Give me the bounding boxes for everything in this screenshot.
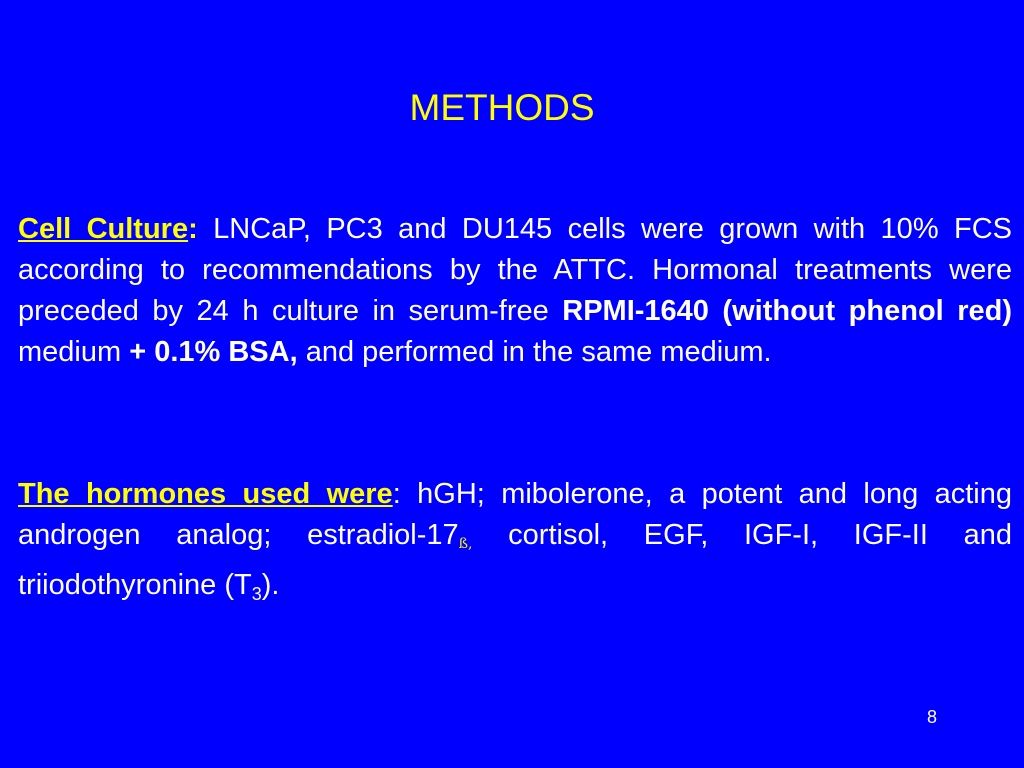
- cell-culture-bsa: + 0.1% BSA,: [129, 336, 298, 368]
- cell-culture-colon: :: [188, 213, 198, 245]
- t3-subscript: 3: [251, 584, 262, 604]
- hormones-paragraph: [18, 474, 1012, 615]
- cell-culture-text-1: LNCaP, PC3 and DU145 cells were grown with 10% FCS according to recommendations by the ATTC. Hormonal treatments were preceded by 24 h culture in serum-free: [18, 213, 1012, 327]
- hormones-text-2: cortisol, EGF, IGF-I, IGF-II and triiodothyronine (T: [18, 519, 1012, 601]
- cell-culture-label: Cell Culture: [18, 213, 189, 245]
- estradiol-subscript: ß,: [458, 536, 473, 552]
- cell-culture-text-3: and performed in the same medium.: [297, 336, 772, 368]
- cell-culture-paragraph: [18, 209, 1012, 373]
- hormones-text-3: ).: [261, 569, 280, 601]
- slide-title: METHODS: [409, 87, 595, 128]
- cell-culture-medium-name: RPMI-1640 (without phenol red): [562, 295, 1012, 327]
- hormones-label: The hormones used were: [18, 478, 393, 510]
- page-number: 8: [926, 707, 937, 727]
- hormones-text-1: : hGH; mibolerone, a potent and long acting androgen analog; estradiol-17: [18, 478, 1012, 551]
- cell-culture-text-2: medium: [18, 336, 130, 368]
